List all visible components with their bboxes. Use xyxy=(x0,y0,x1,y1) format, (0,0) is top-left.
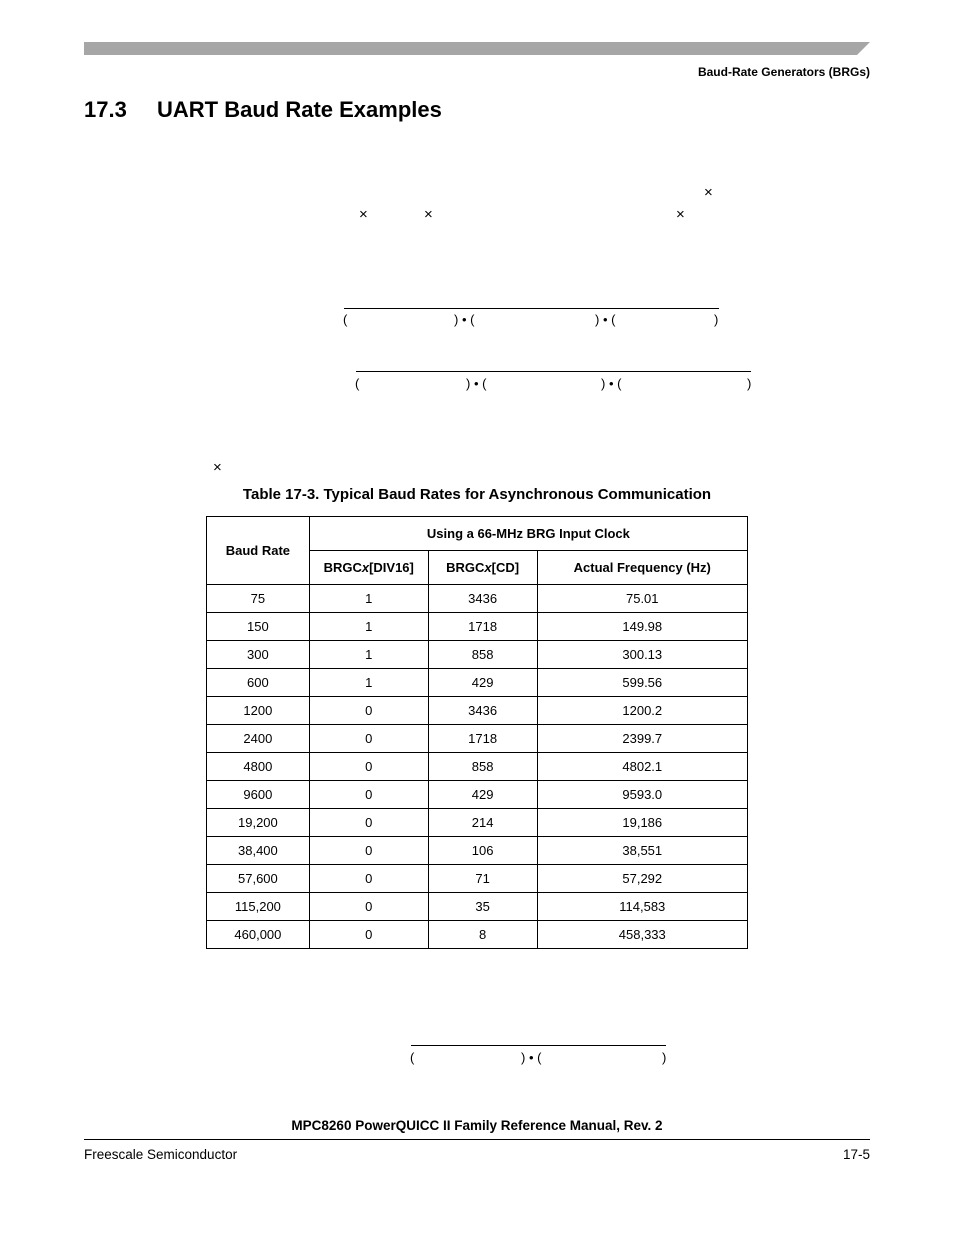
times-symbol: × xyxy=(424,206,433,223)
table-row xyxy=(207,697,748,725)
open-paren: ( xyxy=(343,312,348,327)
table-row xyxy=(207,753,748,781)
table-row xyxy=(207,837,748,865)
cell-baud-rate: 57,600 xyxy=(207,865,310,893)
section-number: 17.3 xyxy=(84,97,127,122)
cell-div16: 0 xyxy=(309,921,428,949)
header-div16: BRGCx[DIV16] xyxy=(309,551,428,585)
cell-div16: 0 xyxy=(309,781,428,809)
cell-div16: 0 xyxy=(309,753,428,781)
cell-cd: 429 xyxy=(428,781,537,809)
cell-baud-rate: 300 xyxy=(207,641,310,669)
cell-actual-frequency: 4802.1 xyxy=(537,753,747,781)
table-row xyxy=(207,585,748,613)
bullet-join: ) • ( xyxy=(454,312,475,327)
bullet-join: ) • ( xyxy=(521,1050,542,1065)
header-bar xyxy=(84,42,870,55)
section-title xyxy=(84,97,442,123)
cell-cd: 429 xyxy=(428,669,537,697)
header-actual-frequency: Actual Frequency (Hz) xyxy=(537,551,747,585)
cell-actual-frequency: 9593.0 xyxy=(537,781,747,809)
cell-cd: 106 xyxy=(428,837,537,865)
cell-baud-rate: 4800 xyxy=(207,753,310,781)
cell-baud-rate: 150 xyxy=(207,613,310,641)
cell-cd: 1718 xyxy=(428,613,537,641)
baud-rate-table xyxy=(206,516,748,949)
fraction-line xyxy=(411,1045,666,1046)
cell-cd: 3436 xyxy=(428,697,537,725)
cell-baud-rate: 115,200 xyxy=(207,893,310,921)
table-row xyxy=(207,921,748,949)
cell-div16: 1 xyxy=(309,613,428,641)
table-row xyxy=(207,893,748,921)
cell-cd: 35 xyxy=(428,893,537,921)
cell-cd: 1718 xyxy=(428,725,537,753)
times-symbol: × xyxy=(359,206,368,223)
formula-denominator xyxy=(0,312,954,328)
footer-page-number: 17-5 xyxy=(842,1147,870,1162)
cell-actual-frequency: 599.56 xyxy=(537,669,747,697)
cell-baud-rate: 19,200 xyxy=(207,809,310,837)
cell-baud-rate: 460,000 xyxy=(207,921,310,949)
section-heading: UART Baud Rate Examples xyxy=(157,97,442,122)
cell-div16: 0 xyxy=(309,697,428,725)
times-symbol: × xyxy=(704,184,713,201)
cell-div16: 1 xyxy=(309,585,428,613)
fraction-line xyxy=(344,308,719,309)
header-group: Using a 66-MHz BRG Input Clock xyxy=(309,517,747,551)
cell-actual-frequency: 458,333 xyxy=(537,921,747,949)
formula-denominator xyxy=(0,1050,954,1066)
cell-actual-frequency: 57,292 xyxy=(537,865,747,893)
table-row xyxy=(207,669,748,697)
cell-baud-rate: 1200 xyxy=(207,697,310,725)
cell-div16: 0 xyxy=(309,837,428,865)
cell-div16: 0 xyxy=(309,725,428,753)
cell-cd: 214 xyxy=(428,809,537,837)
running-head: Baud-Rate Generators (BRGs) xyxy=(697,65,870,79)
cell-actual-frequency: 2399.7 xyxy=(537,725,747,753)
cell-actual-frequency: 114,583 xyxy=(537,893,747,921)
formula-denominator xyxy=(0,376,954,392)
footer-company: Freescale Semiconductor xyxy=(84,1147,238,1162)
cell-actual-frequency: 149.98 xyxy=(537,613,747,641)
table-row xyxy=(207,725,748,753)
cell-baud-rate: 38,400 xyxy=(207,837,310,865)
cell-actual-frequency: 19,186 xyxy=(537,809,747,837)
cell-div16: 1 xyxy=(309,641,428,669)
times-symbol: × xyxy=(676,206,685,223)
close-paren: ) xyxy=(747,376,752,391)
close-paren: ) xyxy=(662,1050,667,1065)
cell-cd: 8 xyxy=(428,921,537,949)
table-row xyxy=(207,781,748,809)
fraction-line xyxy=(356,371,751,372)
cell-actual-frequency: 38,551 xyxy=(537,837,747,865)
open-paren: ( xyxy=(355,376,360,391)
cell-actual-frequency: 1200.2 xyxy=(537,697,747,725)
footer-rule xyxy=(84,1139,870,1140)
cell-baud-rate: 600 xyxy=(207,669,310,697)
bullet-join: ) • ( xyxy=(601,376,622,391)
close-paren: ) xyxy=(714,312,719,327)
header-cd: BRGCx[CD] xyxy=(428,551,537,585)
cell-div16: 0 xyxy=(309,893,428,921)
bullet-join: ) • ( xyxy=(595,312,616,327)
cell-cd: 858 xyxy=(428,641,537,669)
cell-actual-frequency: 75.01 xyxy=(537,585,747,613)
cell-baud-rate: 2400 xyxy=(207,725,310,753)
bullet-join: ) • ( xyxy=(466,376,487,391)
cell-cd: 3436 xyxy=(428,585,537,613)
table-body xyxy=(207,585,748,949)
table-row xyxy=(207,865,748,893)
cell-baud-rate: 75 xyxy=(207,585,310,613)
table-caption: Table 17-3. Typical Baud Rates for Asynchronous Communication xyxy=(242,486,712,503)
footer-manual-title: MPC8260 PowerQUICC II Family Reference Manual, Rev. 2 xyxy=(291,1118,663,1133)
table-row xyxy=(207,809,748,837)
table-row xyxy=(207,613,748,641)
cell-cd: 858 xyxy=(428,753,537,781)
cell-actual-frequency: 300.13 xyxy=(537,641,747,669)
cell-div16: 0 xyxy=(309,809,428,837)
open-paren: ( xyxy=(410,1050,415,1065)
times-symbol: × xyxy=(213,459,222,476)
table-row xyxy=(207,641,748,669)
cell-baud-rate: 9600 xyxy=(207,781,310,809)
cell-div16: 0 xyxy=(309,865,428,893)
cell-cd: 71 xyxy=(428,865,537,893)
header-baud-rate: Baud Rate xyxy=(207,517,310,585)
cell-div16: 1 xyxy=(309,669,428,697)
